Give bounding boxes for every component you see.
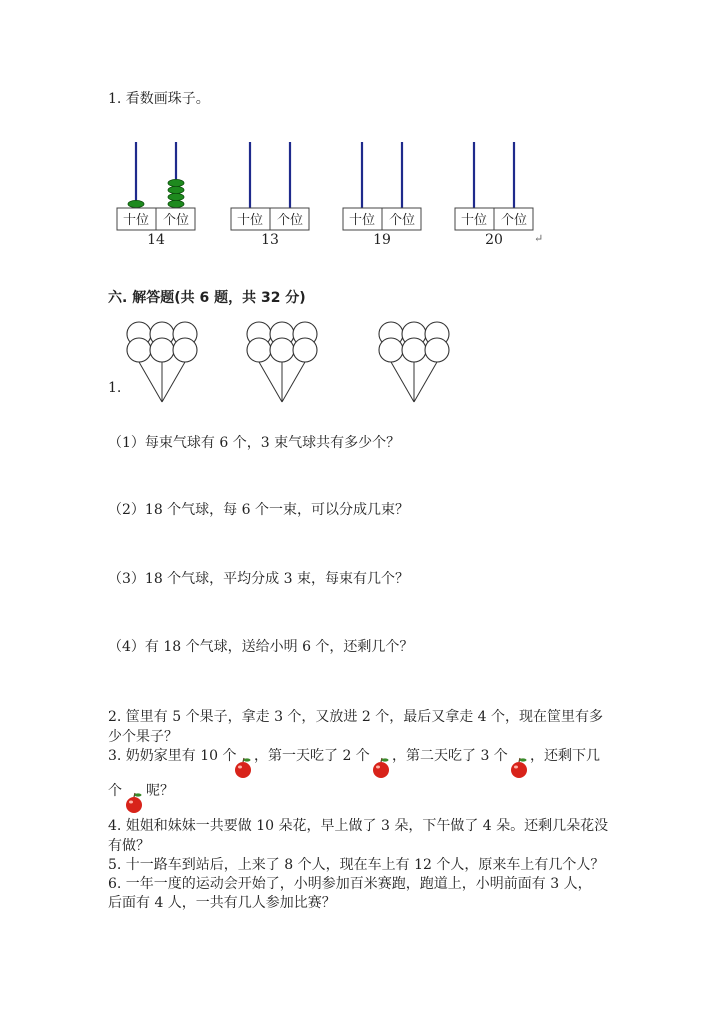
ones-bead <box>168 193 184 200</box>
q3-part2: ，第一天吃了 2 个 <box>254 748 370 764</box>
abacus-number: 13 <box>261 232 279 248</box>
apple-leaf <box>244 758 251 761</box>
abacus-number: 14 <box>147 232 165 248</box>
q6-line1: 6. 一年一度的运动会开始了，小明参加百米赛跑，跑道上，小明前面有 3 人， <box>108 876 592 892</box>
abacus <box>230 140 310 250</box>
apple-highlight <box>376 766 380 769</box>
balloon-bunch <box>120 318 204 408</box>
q5-line1: 5. 十一路车到站后，上来了 8 个人，现在车上有 12 个人，原来车上有几个人？ <box>108 857 605 873</box>
balloon-string <box>282 362 305 402</box>
apple-leaf <box>382 758 389 761</box>
q2-line1: 2. 筐里有 5 个果子，拿走 3 个，又放进 2 个，最后又拿走 4 个，现在筐里有多 <box>108 709 604 725</box>
q3-part5: 个 <box>108 783 122 799</box>
balloon <box>247 338 271 362</box>
balloon-string <box>162 362 185 402</box>
ones-label: 个位 <box>162 213 190 228</box>
balloon <box>150 338 174 362</box>
balloon-string <box>414 362 437 402</box>
abacus-graphic <box>342 140 422 232</box>
balloon <box>402 338 426 362</box>
q3-part3: ，第二天吃了 3 个 <box>392 748 508 764</box>
balloon <box>270 338 294 362</box>
balloon <box>293 338 317 362</box>
abacus <box>454 140 534 250</box>
abacus <box>116 140 196 250</box>
abacus <box>342 140 422 250</box>
q4-line1: 4. 姐姐和妹妹一共要做 10 朵花，早上做了 3 朵，下午做了 4 朵。还剩几朵花没 <box>108 818 609 834</box>
q1-sub-4: （4）有 18 个气球，送给小明 6 个，还剩几个？ <box>108 639 414 655</box>
apple-graphic <box>124 792 144 814</box>
q4-line2: 有做？ <box>108 838 150 854</box>
section1-heading: 1. 看数画珠子。 <box>108 91 210 107</box>
abacus-number: 20 <box>485 232 503 248</box>
ones-bead <box>168 179 184 186</box>
q3-part4: ，还剩下几 <box>530 748 600 764</box>
apple-graphic <box>371 757 391 779</box>
balloon-string <box>139 362 162 402</box>
tens-label: 十位 <box>122 213 150 228</box>
q2-line2: 少个果子？ <box>108 729 178 745</box>
q3-part6: 呢？ <box>146 783 174 799</box>
ones-label: 个位 <box>276 213 304 228</box>
apple-body <box>235 762 251 778</box>
apple-graphic <box>509 757 529 779</box>
q6-line2: 后面有 4 人，一共有几人参加比赛？ <box>108 895 336 911</box>
apple-graphic <box>233 757 253 779</box>
balloon-bunch <box>372 318 456 408</box>
apple-highlight <box>238 766 242 769</box>
apple-leaf <box>135 793 142 796</box>
apple-leaf <box>520 758 527 761</box>
abacus-graphic <box>116 140 196 232</box>
q1-sub-1: （1）每束气球有 6 个，3 束气球共有多少个？ <box>108 435 401 451</box>
abacus-number: 19 <box>373 232 391 248</box>
q1-sub-3: （3）18 个气球，平均分成 3 束，每束有几个？ <box>108 571 409 587</box>
tens-label: 十位 <box>236 213 264 228</box>
apple-highlight <box>514 766 518 769</box>
apple-highlight <box>129 801 133 804</box>
q1-sub-2: （2）18 个气球，每 6 个一束，可以分成几束？ <box>108 502 409 518</box>
section6-title: 六. 解答题(共 6 题，共 32 分) <box>108 290 306 306</box>
apple-icon <box>371 757 391 779</box>
ones-bead <box>168 200 184 207</box>
balloon <box>425 338 449 362</box>
tens-label: 十位 <box>348 213 376 228</box>
tens-bead <box>128 200 144 207</box>
tens-label: 十位 <box>460 213 488 228</box>
abacus-graphic <box>454 140 534 232</box>
apple-body <box>511 762 527 778</box>
ones-bead <box>168 186 184 193</box>
balloon <box>173 338 197 362</box>
return-mark: ↵ <box>534 232 544 245</box>
apple-icon <box>509 757 529 779</box>
apple-icon <box>233 757 253 779</box>
balloon-string <box>391 362 414 402</box>
apple-icon <box>124 792 144 814</box>
balloon-bunch <box>240 318 324 408</box>
q3-part1: 3. 奶奶家里有 10 个 <box>108 748 237 764</box>
q1-number: 1. <box>108 380 122 396</box>
apple-body <box>126 797 142 813</box>
abacus-graphic <box>230 140 310 232</box>
ones-label: 个位 <box>500 213 528 228</box>
ones-label: 个位 <box>388 213 416 228</box>
balloon <box>379 338 403 362</box>
balloon <box>127 338 151 362</box>
balloon-string <box>259 362 282 402</box>
apple-body <box>373 762 389 778</box>
